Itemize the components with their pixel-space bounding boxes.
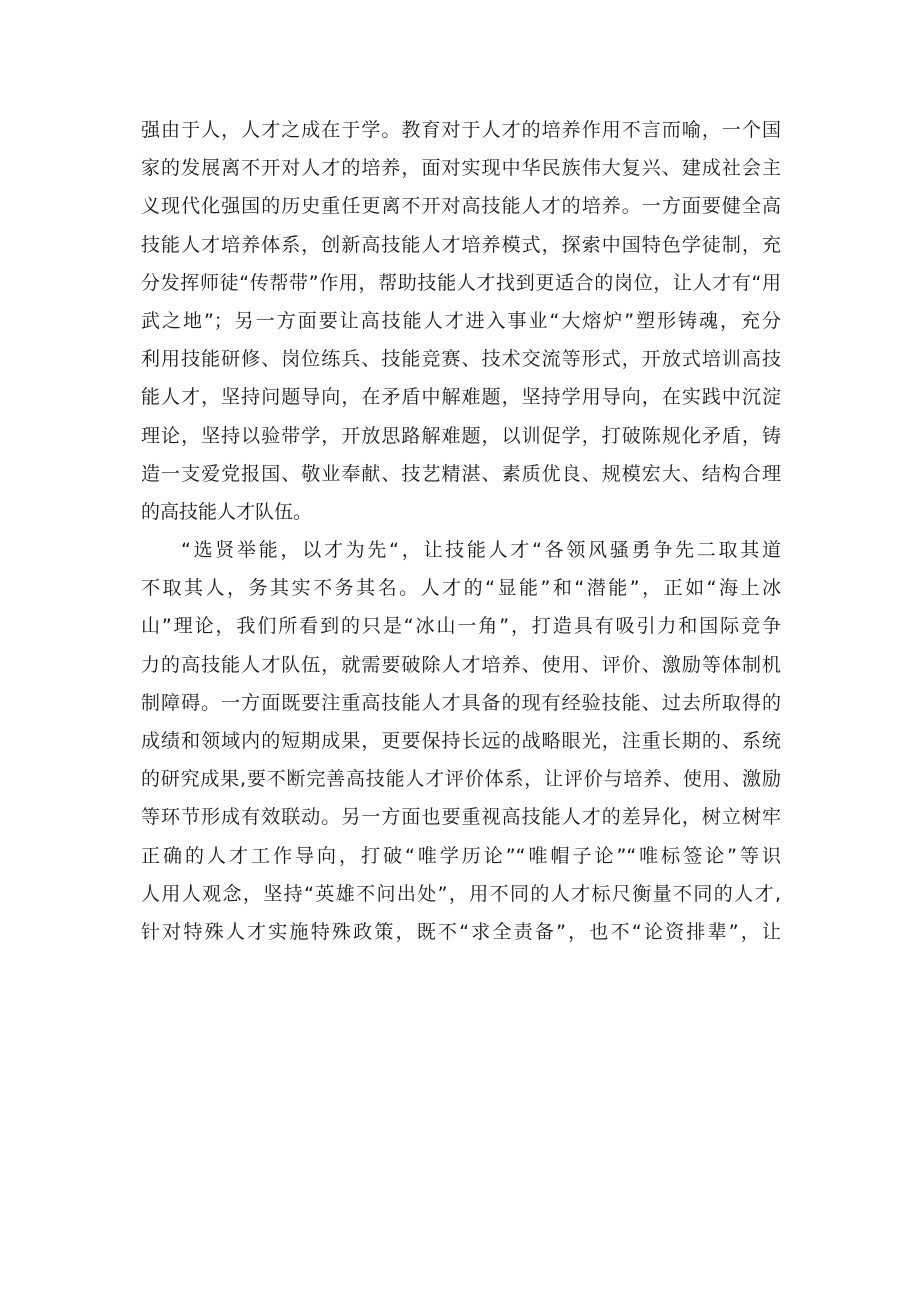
text-line: 人用人观念，坚持“英雄不问出处”，用不同的人才标尺衡量不同的人才, bbox=[141, 882, 781, 905]
text-line: 的研究成果,要不断完善高技能人才评价体系，让评价与培养、使用、激励 bbox=[141, 768, 781, 791]
text-line: 家的发展离不开对人才的培养，面对实现中华民族伟大复兴、建成社会主 bbox=[141, 157, 781, 180]
paragraph-talent-evaluation bbox=[141, 531, 781, 951]
text-line: 山”理论，我们所看到的只是“冰山一角”，打造具有吸引力和国际竞争 bbox=[141, 615, 781, 638]
text-line: 的高技能人才队伍。 bbox=[141, 500, 313, 523]
text-line: 分发挥师徒“传帮带”作用，帮助技能人才找到更适合的岗位，让人才有“用 bbox=[141, 271, 781, 294]
text-line: 正确的人才工作导向，打破“唯学历论”“唯帽子论”“唯标签论”等识 bbox=[141, 844, 781, 867]
text-line: “选贤举能，以才为先“，让技能人才“各领风骚勇争先二取其道 bbox=[181, 539, 781, 562]
text-line: 强由于人，人才之成在于学。教育对于人才的培养作用不言而喻，一个国 bbox=[141, 119, 781, 141]
text-line: 制障碍。一方面既要注重高技能人才具备的现有经验技能、过去所取得的 bbox=[141, 691, 781, 714]
text-line: 能人才，坚持问题导向，在矛盾中解难题，坚持学用导向，在实践中沉淀 bbox=[141, 386, 781, 409]
body-text bbox=[141, 111, 781, 951]
paragraph-talent-training bbox=[141, 111, 781, 531]
text-line: 利用技能研修、岗位练兵、技能竞赛、技术交流等形式，开放式培训高技 bbox=[141, 348, 781, 371]
text-line: 义现代化强国的历史重任更离不开对高技能人才的培养。一方面要健全高 bbox=[141, 195, 781, 218]
text-line: 成绩和领域内的短期成果，更要保持长远的战略眼光，注重长期的、系统 bbox=[141, 730, 781, 752]
text-line: 造一支爱党报国、敬业奉献、技艺精湛、素质优良、规模宏大、结构合理 bbox=[141, 462, 781, 485]
text-line: 等环节形成有效联动。另一方面也要重视高技能人才的差异化，树立树牢 bbox=[141, 806, 781, 829]
text-line: 武之地”；另一方面要让高技能人才进入事业“大熔炉”塑形铸魂，充分 bbox=[141, 309, 781, 332]
text-line: 理论，坚持以验带学，开放思路解难题，以训促学，打破陈规化矛盾，铸 bbox=[141, 424, 781, 447]
text-line: 技能人才培养体系，创新高技能人才培养模式，探索中国特色学徒制，充 bbox=[141, 233, 781, 256]
text-line: 针对特殊人才实施特殊政策，既不“求全责备”，也不“论资排辈”，让 bbox=[141, 920, 781, 943]
text-line: 不取其人，务其实不务其名。人才的“显能”和“潜能”，正如“海上冰 bbox=[141, 577, 781, 600]
text-line: 力的高技能人才队伍，就需要破除人才培养、使用、评价、激励等体制机 bbox=[141, 653, 781, 676]
